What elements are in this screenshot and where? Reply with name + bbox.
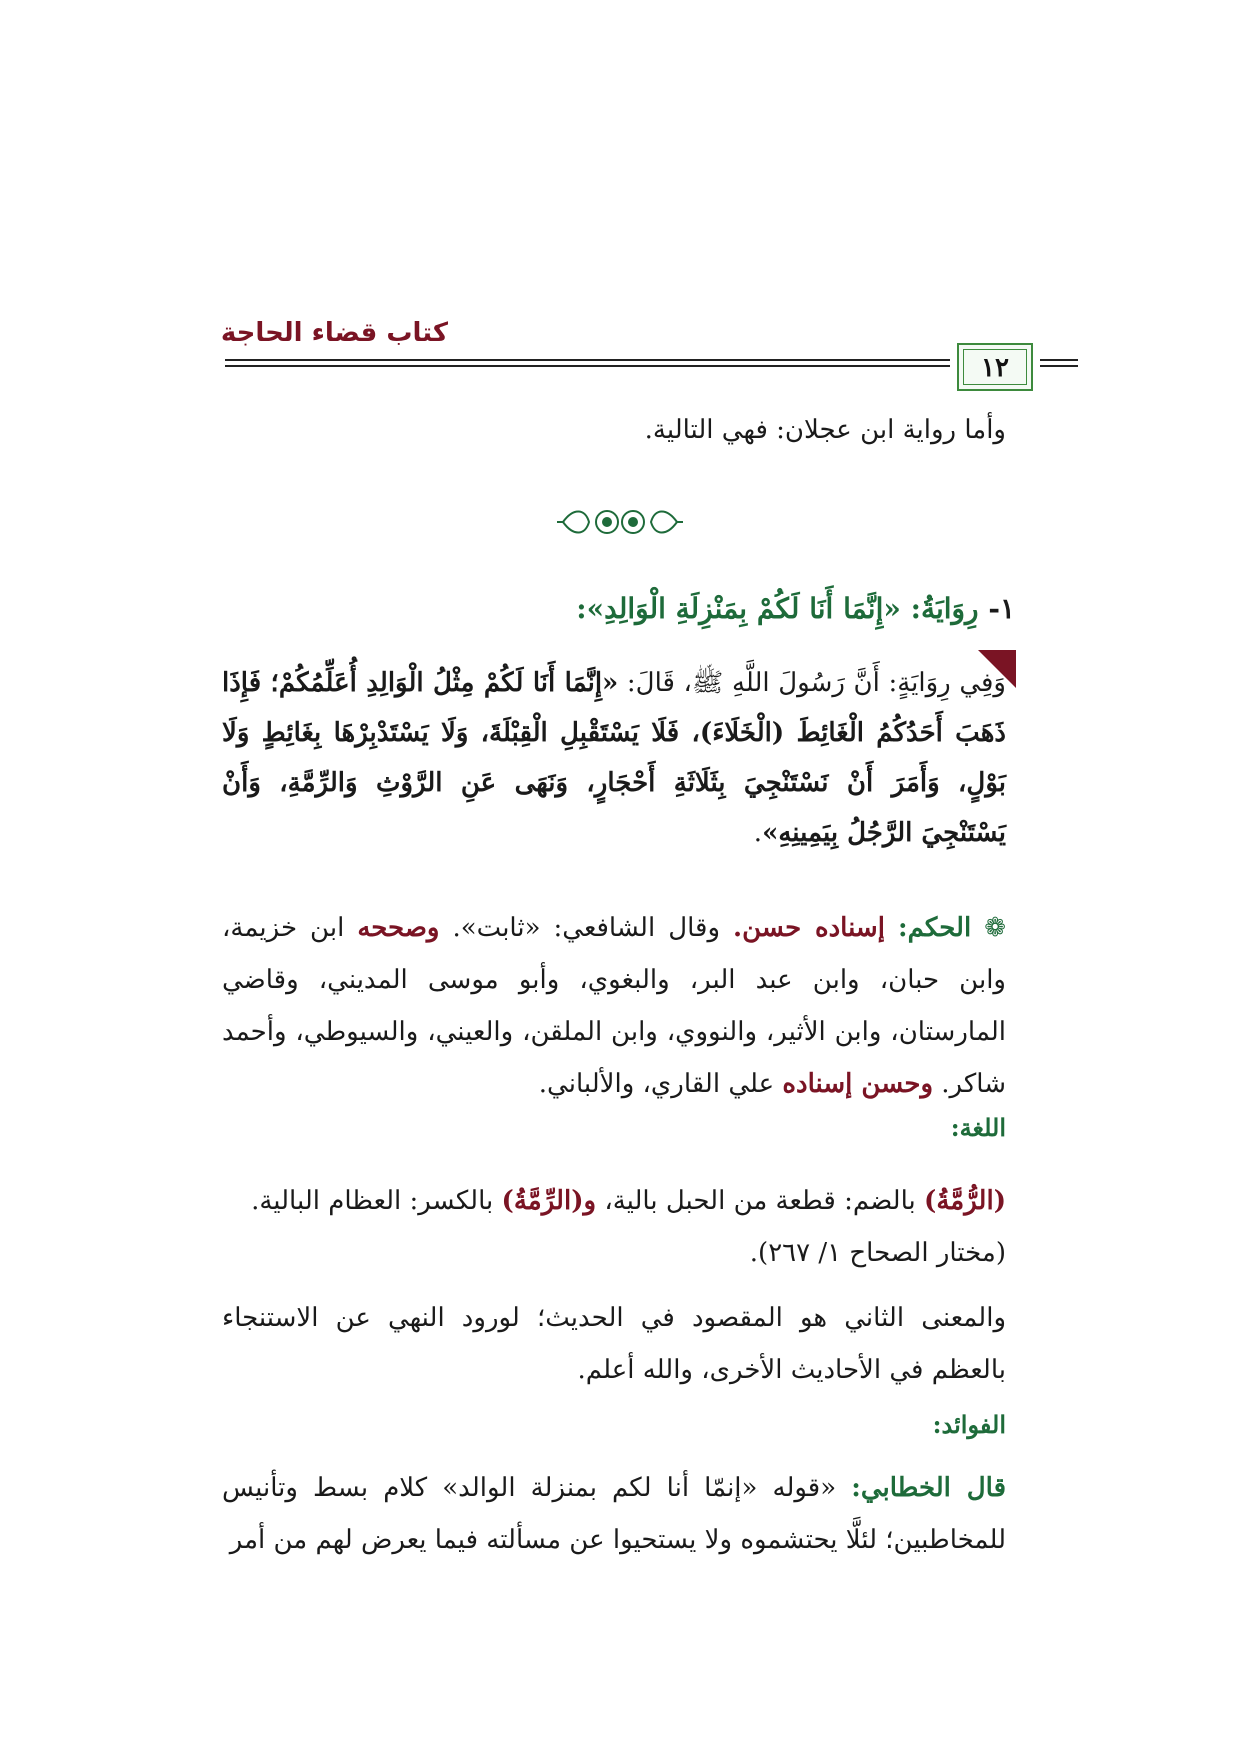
header-rule-left-top — [1040, 359, 1078, 361]
narration-title-text: رِوَايَةُ: «إِنَّمَا أَنَا لَكُمْ بِمَنْزِلَةِ الْوَالِدِ»: — [576, 592, 979, 625]
page-number-frame — [957, 343, 1033, 391]
running-title: كتاب قضاء الحاجة — [220, 318, 448, 348]
flower-bullet-icon: ❁ — [971, 913, 1006, 943]
lugha-paragraph — [222, 1175, 1006, 1279]
intro-line: وأما رواية ابن عجلان: فهي التالية. — [644, 415, 1006, 445]
ornament-divider-icon — [555, 502, 685, 542]
hadith-text — [222, 658, 1006, 858]
hadith-suffix: . — [753, 818, 763, 848]
ruling-authorities: ابن خزيمة، وابن حبان، وابن عبد البر، والبغوي، وأبو موسى المديني، وقاضي المارستان، وابن الأثير، والنووي، وابن الملقن، والعيني، والسيوطي، وأحمد شاكر. — [222, 913, 1006, 1099]
hadith-quote: «إِنَّمَا أَنَا لَكُمْ مِثْلُ الْوَالِدِ أُعَلِّمُكُمْ؛ فَإِذَا ذَهَبَ أَحَدُكُمُ الْغَائِطَ (الْخَلَاءَ)، فَلَا يَسْتَقْبِلِ الْقِبْلَةَ، وَلَا يَسْتَدْبِرْهَا بِغَائِطٍ وَلَا بَوْلٍ، وَأَمَرَ أَنْ نَسْتَنْجِيَ بِثَلَاثَةِ أَحْجَارٍ، وَنَهَى عَنِ الرَّوْثِ وَالرِّمَّةِ، وَأَنْ يَسْتَنْجِيَ الرَّجُلُ بِيَمِينِهِ» — [222, 668, 1006, 848]
ruling-label: الحكم: — [897, 913, 972, 943]
hadith-prefix: وَفِي رِوَايَةٍ: أَنَّ رَسُولَ اللَّهِ ﷺ، قَالَ: — [618, 668, 1006, 698]
header-rule-left-bottom — [1040, 365, 1078, 367]
ruling-shafii: وقال الشافعي: «ثابت». — [439, 913, 734, 943]
ruling-verdict: إسناده حسن. — [733, 913, 885, 943]
lugha-def-1: بالضم: قطعة من الحبل بالية، — [596, 1186, 925, 1216]
page-number: ١٢ — [981, 353, 1009, 383]
lugha-heading: اللغة: — [950, 1113, 1006, 1142]
meaning-note: والمعنى الثاني هو المقصود في الحديث؛ لورود النهي عن الاستنجاء بالعظم في الأحاديث الأخرى، والله أعلم. — [222, 1303, 1006, 1385]
header-rule-bottom — [225, 365, 950, 367]
fawaid-heading: الفوائد: — [932, 1410, 1006, 1439]
lugha-def-2: بالكسر: العظام البالية. — [251, 1186, 502, 1216]
ruling-paragraph — [222, 902, 1006, 1110]
lugha-source: (مختار الصحاح ١/ ٢٦٧). — [749, 1238, 1006, 1268]
ruling-sahhahu: وصححه — [357, 913, 440, 943]
fawaid-paragraph — [222, 1462, 1006, 1566]
narration-heading — [576, 592, 1015, 625]
lugha-word-2: و(الرِّمَّةُ) — [501, 1186, 597, 1216]
lugha-word-1: (الرُّمَّةُ) — [924, 1186, 1006, 1216]
narration-number: ١- — [988, 592, 1015, 625]
ruling-hassana: وحسن إسناده — [782, 1069, 934, 1099]
header-rule-top — [225, 359, 950, 361]
fawaid-text: «قوله «إنمّا أنا لكم بمنزلة الوالد» كلام بسط وتأنيس للمخاطبين؛ لئلَّا يحتشموه ولا يستحيوا عن مسألته فيما يعرض لهم من أمر — [222, 1473, 1006, 1555]
ruling-hassana-by: علي القاري، والألباني. — [538, 1069, 783, 1099]
fawaid-speaker: قال الخطابي: — [851, 1473, 1007, 1503]
